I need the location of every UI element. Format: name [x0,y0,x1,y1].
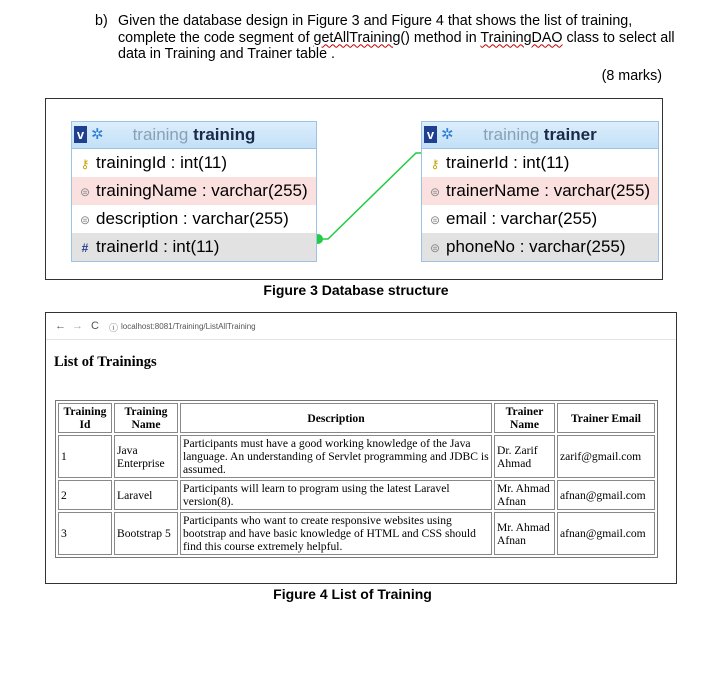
class-name: TrainingDAO [480,29,563,46]
page-heading: List of Trainings [54,354,157,370]
cell-name: Bootstrap 5 [114,512,178,555]
reload-icon[interactable]: C [91,320,99,332]
cell-id: 1 [58,435,112,478]
column-def: description : varchar(255) [96,209,289,228]
column-def: trainerId : int(11) [446,153,570,172]
cell-trainer-email: zarif@gmail.com [557,435,655,478]
table-header-row [58,403,655,433]
view-icon: v [424,126,437,143]
column-header: Trainer Email [557,403,655,433]
table-row [58,435,655,478]
column-def: email : varchar(255) [446,209,598,228]
field-icon: ⊜ [429,213,441,227]
cell-description: Participants must have a good working knowledge of the Java language. An understanding of Servlet programming and JDBC is assumed. [180,435,492,478]
column-row [72,205,316,233]
column-def: phoneNo : varchar(255) [446,237,626,256]
column-def: trainerName : varchar(255) [446,181,651,200]
cell-id: 2 [58,480,112,510]
database-name: training [483,125,540,144]
training-list-table [55,400,658,558]
question-text-part: class to select all data in Training and Trainer table . [118,29,675,62]
column-header: Description [180,403,492,433]
hash-icon: # [81,241,89,255]
cell-name: Laravel [114,480,178,510]
gear-icon[interactable]: ✲ [441,126,454,143]
info-icon[interactable]: ⓘ [109,323,119,333]
table-row [58,512,655,555]
key-icon: ⚷ [430,157,440,171]
cell-trainer-email: afnan@gmail.com [557,512,655,555]
figure-3-database-structure [45,98,663,280]
cell-description: Participants will learn to program using the latest Laravel version(8). [180,480,492,510]
question-label: b) [95,13,108,29]
column-row [72,149,316,177]
table-name: training [193,125,256,144]
column-header: Trainer Name [494,403,555,433]
field-icon: ⊜ [79,185,91,199]
method-name: getAllTraining [313,29,401,46]
address-bar[interactable]: localhost:8081/Training/ListAllTraining [121,322,256,331]
column-row [422,177,658,205]
gear-icon[interactable]: ✲ [91,126,104,143]
column-row [422,233,658,261]
column-row [72,177,316,205]
question-text [118,13,678,63]
cell-trainer-name: Dr. Zarif Ahmad [494,435,555,478]
column-row [422,205,658,233]
table-name: trainer [543,125,597,144]
column-def: trainerId : int(11) [96,237,220,256]
column-row [422,149,658,177]
back-icon[interactable]: ← [55,320,66,332]
key-icon: ⚷ [80,157,90,171]
column-header: Training Name [114,403,178,433]
field-icon: ⊜ [79,213,91,227]
figure-4-browser-screenshot [45,312,677,584]
cell-id: 3 [58,512,112,555]
cell-trainer-name: Mr. Ahmad Afnan [494,512,555,555]
view-icon: v [74,126,87,143]
cell-description: Participants who want to create responsive websites using bootstrap and have basic knowledge of HTML and CSS should find this course extremely helpful. [180,512,492,555]
question-text-part: () method in [400,29,481,46]
table-header [422,122,658,149]
column-def: trainingId : int(11) [96,153,228,172]
cell-name: Java Enterprise [114,435,178,478]
figure-3-caption: Figure 3 Database structure [263,282,449,298]
field-icon: ⊜ [429,185,441,199]
column-def: trainingName : varchar(255) [96,181,308,200]
field-icon: ⊜ [429,241,441,255]
browser-toolbar [46,313,676,340]
trainer-table[interactable] [421,121,659,262]
cell-trainer-name: Mr. Ahmad Afnan [494,480,555,510]
cell-trainer-email: afnan@gmail.com [557,480,655,510]
table-row [58,480,655,510]
column-header: Training Id [58,403,112,433]
marks-label: (8 marks) [601,68,662,84]
training-table[interactable] [71,121,317,262]
database-name: training [132,125,189,144]
figure-4-caption: Figure 4 List of Training [273,586,432,602]
forward-icon[interactable]: → [72,320,83,332]
question-text-part: Given the database design in Figure 3 and Figure 4 that shows the list of training, complete the code segment of [118,13,633,46]
table-header [72,122,316,149]
column-row [72,233,316,261]
